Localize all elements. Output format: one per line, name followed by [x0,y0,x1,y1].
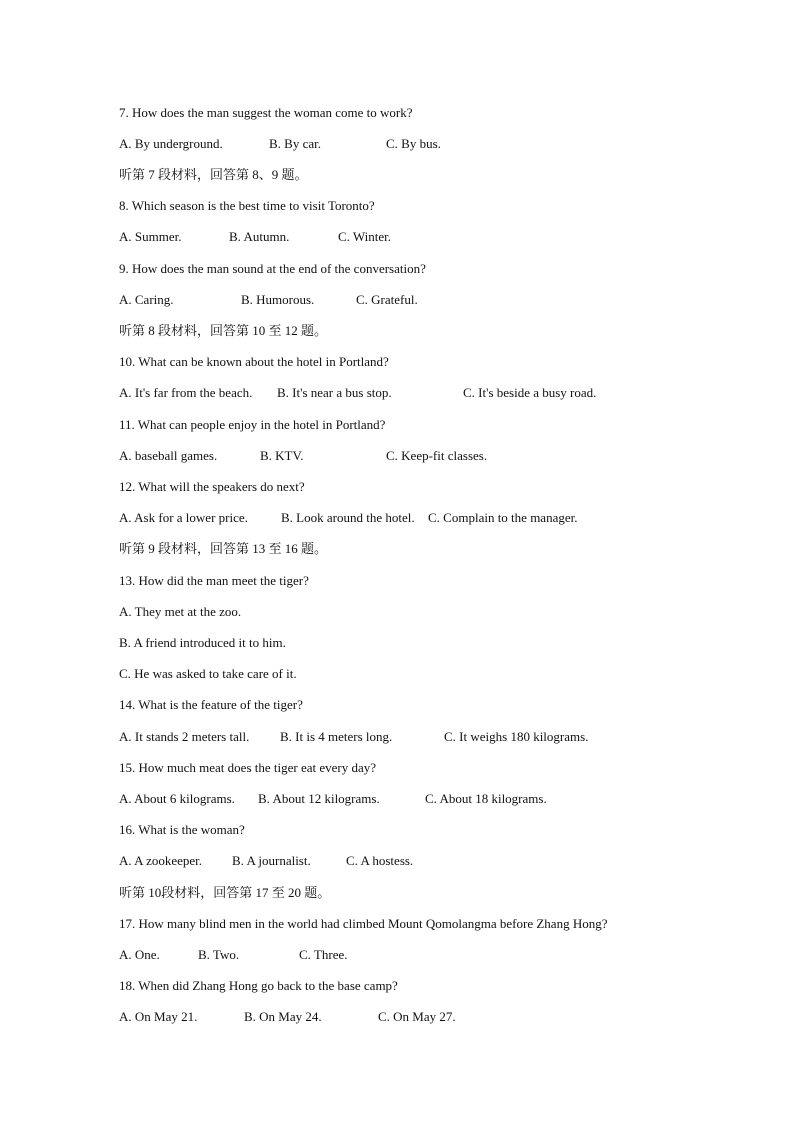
option-a: A. Summer. [119,229,182,244]
option-b: B. Humorous. [241,292,315,307]
option-a: A. baseball games. [119,448,218,463]
option-c: C. A hostess. [346,853,414,868]
question-13: 13. How did the man meet the tiger? [119,573,309,588]
option-a: A. Caring. [119,292,174,307]
option-b: B. Autumn. [229,229,290,244]
question-11: 11. What can people enjoy in the hotel in Portland? [119,417,386,432]
option-c: C. Grateful. [356,292,418,307]
option-c: C. Complain to the manager. [428,510,578,525]
option-a: A. A zookeeper. [119,853,203,868]
question-18: 18. When did Zhang Hong go back to the base camp? [119,978,398,993]
question-14: 14. What is the feature of the tiger? [119,697,303,712]
option-b: B. Two. [198,947,240,962]
section-heading-8: 听第 8 段材料，回答第 10 至 12 题。 [119,323,328,338]
option-b: B. KTV. [260,448,304,463]
option-b: B. On May 24. [244,1009,322,1024]
option-c: C. On May 27. [378,1009,456,1024]
option-a: A. One. [119,947,160,962]
option-b: B. About 12 kilograms. [258,791,380,806]
option-c: C. Three. [299,947,348,962]
question-15: 15. How much meat does the tiger eat every day? [119,760,377,775]
option-b: B. A journalist. [232,853,311,868]
option-a: A. Ask for a lower price. [119,510,248,525]
question-16: 16. What is the woman? [119,822,245,837]
question-17: 17. How many blind men in the world had climbed Mount Qomolangma before Zhang Hong? [119,916,608,931]
question-9: 9. How does the man sound at the end of the conversation? [119,261,426,276]
section-heading-10: 听第 10段材料，回答第 17 至 20 题。 [119,885,331,900]
option-13b: B. A friend introduced it to him. [119,635,286,650]
option-c: C. Keep-fit classes. [386,448,488,463]
option-b: B. By car. [269,136,321,151]
section-heading-9: 听第 9 段材料，回答第 13 至 16 题。 [119,541,328,556]
question-8: 8. Which season is the best time to visit Toronto? [119,198,375,213]
option-c: C. It weighs 180 kilograms. [444,729,589,744]
question-7: 7. How does the man suggest the woman come to work? [119,105,413,120]
option-a: A. On May 21. [119,1009,198,1024]
option-13a: A. They met at the zoo. [119,604,242,619]
option-a: A. It stands 2 meters tall. [119,729,250,744]
option-c: C. About 18 kilograms. [425,791,547,806]
option-13c: C. He was asked to take care of it. [119,666,297,681]
section-heading-7: 听第 7 段材料，回答第 8、9 题。 [119,167,308,182]
option-a: A. By underground. [119,136,223,151]
option-c: C. By bus. [386,136,441,151]
question-12: 12. What will the speakers do next? [119,479,305,494]
option-a: A. It's far from the beach. [119,385,253,400]
option-c: C. It's beside a busy road. [463,385,597,400]
option-b: B. It's near a bus stop. [277,385,392,400]
option-c: C. Winter. [338,229,392,244]
question-10: 10. What can be known about the hotel in Portland? [119,354,389,369]
option-a: A. About 6 kilograms. [119,791,235,806]
option-b: B. Look around the hotel. [281,510,415,525]
option-b: B. It is 4 meters long. [280,729,393,744]
